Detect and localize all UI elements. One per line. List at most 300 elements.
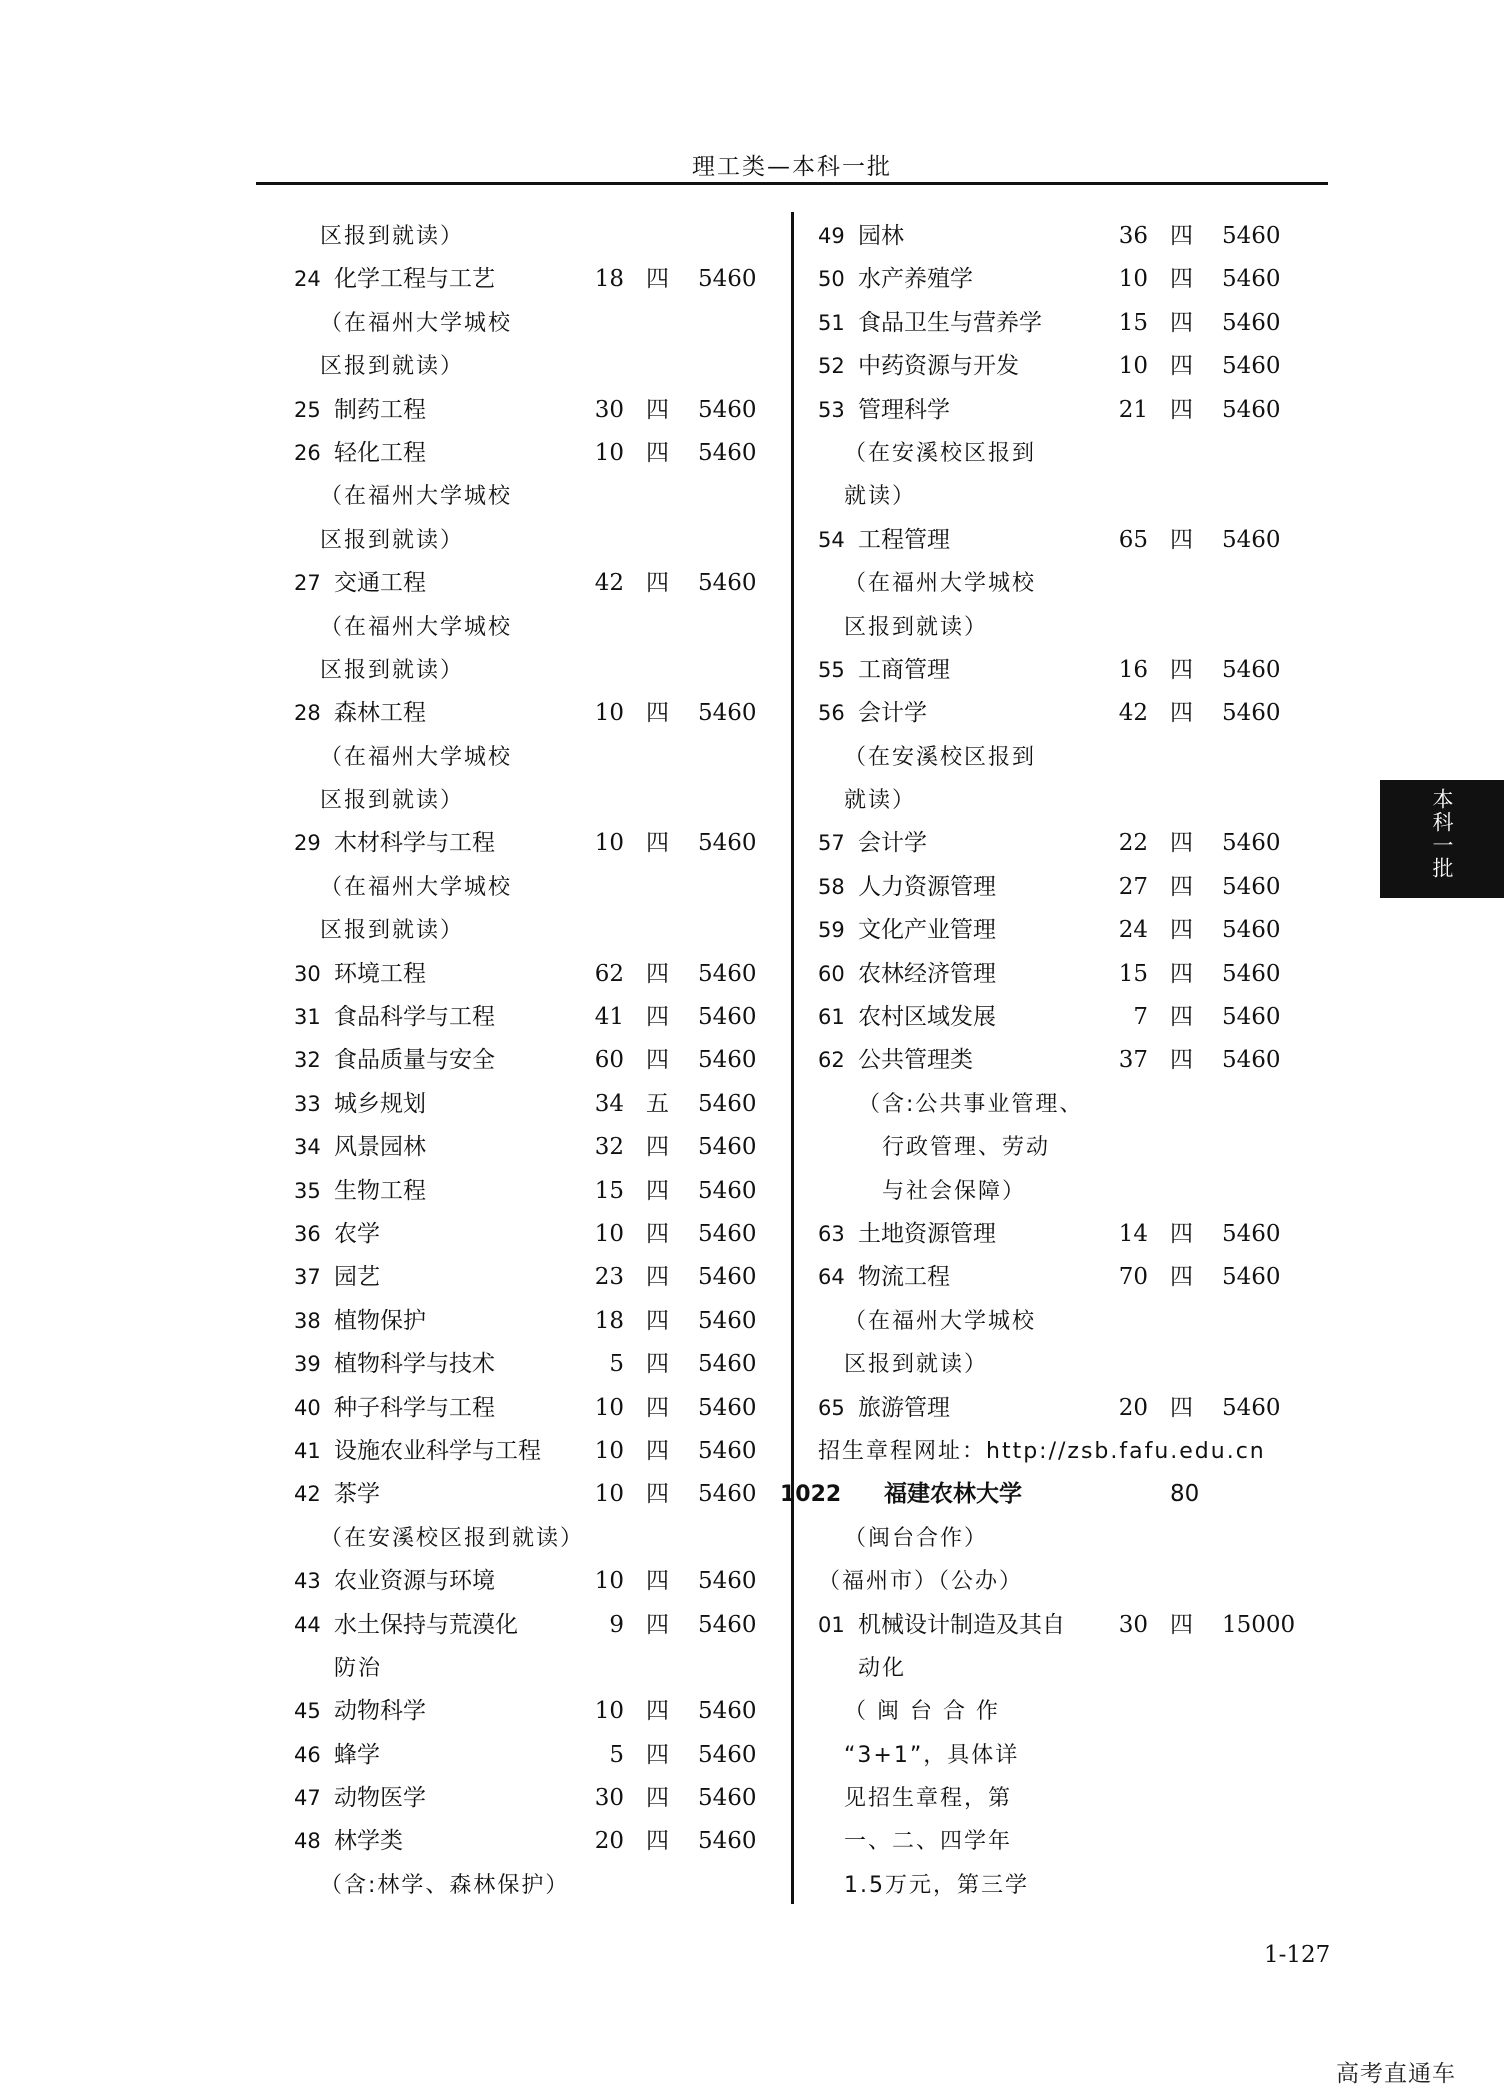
note-row: [818, 1126, 1338, 1169]
tuition-fee: 5460: [698, 700, 757, 727]
study-years: 四: [646, 1264, 669, 1291]
note-text: 区报到就读）: [320, 354, 465, 380]
left-column: [294, 215, 814, 1907]
major-code: 39: [294, 1352, 321, 1377]
note-text: （在福州大学城校: [320, 310, 513, 336]
note-text: 区报到就读）: [320, 224, 465, 249]
major-name: 机械设计制造及其自: [858, 1611, 1065, 1638]
major-code: 59: [818, 918, 845, 943]
major-row: [818, 649, 1338, 692]
major-row: [294, 1690, 814, 1733]
major-code: 40: [294, 1395, 321, 1420]
major-code: 57: [818, 831, 845, 856]
tuition-fee: 5460: [698, 830, 757, 857]
major-name: 食品质量与安全: [334, 1047, 495, 1074]
note-row: [294, 215, 814, 258]
note-text: 就读）: [844, 788, 917, 814]
major-name: 人力资源管理: [858, 873, 996, 900]
note-text: （ 闽 台 合 作: [844, 1699, 1000, 1725]
plan-quota: 42: [594, 570, 624, 597]
plan-quota: 22: [1118, 830, 1148, 857]
plan-quota: 30: [594, 1785, 624, 1812]
major-code: 55: [818, 657, 845, 682]
major-code: 43: [294, 1569, 321, 1594]
major-code: 31: [294, 1005, 321, 1030]
note-row: [294, 519, 814, 562]
note-text: 行政管理、劳动: [882, 1135, 1051, 1161]
plan-quota: 18: [594, 266, 624, 293]
note-row: [818, 779, 1338, 822]
plan-quota: 24: [1118, 917, 1148, 944]
note-text: （在安溪校区报到: [844, 440, 1037, 466]
study-years: 四: [646, 1437, 669, 1464]
major-code: 65: [818, 1395, 845, 1420]
study-years: 四: [1170, 1220, 1193, 1247]
major-row: [294, 1343, 814, 1386]
major-row: [818, 1256, 1338, 1299]
major-name: 森林工程: [334, 700, 426, 727]
note-row: [294, 606, 814, 649]
major-row: [818, 692, 1338, 735]
tuition-fee: 5460: [1222, 266, 1281, 293]
major-row: [818, 389, 1338, 432]
major-name: 旅游管理: [858, 1394, 950, 1421]
major-row: [818, 953, 1338, 996]
major-name: 公共管理类: [858, 1047, 973, 1074]
note-row: [818, 1864, 1338, 1907]
major-row: [294, 1126, 814, 1169]
major-name: 工商管理: [858, 656, 950, 683]
major-row: [294, 258, 814, 301]
page-number: 1-127: [1264, 1942, 1331, 1968]
plan-quota: 36: [1118, 223, 1148, 249]
study-years: 四: [1170, 1264, 1193, 1291]
study-years: 四: [1170, 309, 1193, 336]
tuition-fee: 5460: [698, 1568, 757, 1595]
study-years: 四: [646, 1047, 669, 1074]
major-row: [818, 215, 1338, 258]
plan-quota: 62: [594, 960, 624, 987]
study-years: 四: [1170, 1611, 1193, 1638]
plan-quota: 15: [1118, 960, 1148, 987]
note-text: 与社会保障）: [882, 1178, 1027, 1204]
major-name: 文化产业管理: [858, 917, 996, 944]
university-code: 1022: [780, 1482, 842, 1508]
header-rule: [256, 182, 1328, 185]
note-row: [818, 1777, 1338, 1820]
note-text: （在安溪校区报到就读）: [320, 1525, 585, 1551]
note-row: [294, 909, 814, 952]
tuition-fee: 5460: [698, 570, 757, 597]
plan-quota: 15: [594, 1177, 624, 1204]
major-row: [294, 1430, 814, 1473]
study-years: 四: [646, 1698, 669, 1725]
tuition-fee: 5460: [1222, 873, 1281, 900]
major-row: [294, 1387, 814, 1430]
note-row: [818, 1517, 1338, 1560]
study-years: 四: [646, 1394, 669, 1421]
study-years: 四: [1170, 223, 1193, 249]
university-name: 福建农林大学: [884, 1481, 1022, 1508]
study-years: 四: [646, 396, 669, 423]
major-code: 44: [294, 1612, 321, 1637]
plan-quota: 32: [594, 1134, 624, 1161]
major-code: 32: [294, 1048, 321, 1073]
note-text: 区报到就读）: [320, 527, 465, 553]
major-name: 蜂学: [334, 1741, 380, 1768]
note-row: [294, 649, 814, 692]
major-row: [294, 692, 814, 735]
study-years: 四: [646, 1307, 669, 1334]
major-name: 动物医学: [334, 1785, 426, 1812]
right-column: [780, 215, 1338, 1907]
major-row: [818, 866, 1338, 909]
note-row: [818, 1430, 1338, 1473]
tuition-fee: 5460: [698, 1047, 757, 1074]
tuition-fee: 5460: [1222, 960, 1281, 987]
plan-quota: 10: [1118, 353, 1148, 380]
major-code: 52: [818, 354, 845, 379]
study-years: 四: [646, 1828, 669, 1855]
major-name: 中药资源与开发: [858, 353, 1019, 380]
major-code: 26: [294, 440, 321, 465]
note-row: [818, 1647, 1338, 1690]
tuition-fee: 5460: [698, 1611, 757, 1638]
note-row: [818, 1300, 1338, 1343]
note-row: [294, 1647, 814, 1690]
major-row: [818, 909, 1338, 952]
major-row: [818, 302, 1338, 345]
major-name: 会计学: [858, 700, 927, 727]
note-text: 区报到就读）: [844, 1352, 989, 1378]
running-header-title: 理工类—本科一批: [692, 154, 892, 180]
note-row: [294, 1517, 814, 1560]
tuition-fee: 5460: [698, 1177, 757, 1204]
tuition-fee: 15000: [1222, 1611, 1296, 1638]
major-code: 01: [818, 1612, 845, 1637]
major-name: 园艺: [334, 1264, 380, 1291]
tuition-fee: 5460: [698, 1351, 757, 1378]
plan-quota: 23: [594, 1264, 624, 1291]
major-name: 植物科学与技术: [334, 1351, 495, 1378]
major-code: 62: [818, 1048, 845, 1073]
tuition-fee: 5460: [698, 1134, 757, 1161]
tuition-fee: 5460: [1222, 917, 1281, 944]
plan-quota: 37: [1118, 1047, 1148, 1074]
study-years: 四: [1170, 830, 1193, 857]
tuition-fee: 5460: [698, 1307, 757, 1334]
note-text: 区报到就读）: [844, 614, 989, 640]
tuition-fee: 5460: [698, 439, 757, 466]
major-row: [294, 1039, 814, 1082]
major-code: 58: [818, 874, 845, 899]
note-text: 防治: [334, 1655, 383, 1681]
tuition-fee: 5460: [698, 266, 757, 293]
major-code: 27: [294, 571, 321, 596]
note-text: 区报到就读）: [320, 918, 465, 944]
note-row: [818, 562, 1338, 605]
major-name: 管理科学: [858, 396, 950, 423]
major-code: 54: [818, 527, 845, 552]
note-row: [818, 736, 1338, 779]
study-years: 四: [1170, 396, 1193, 423]
note-row: [818, 475, 1338, 518]
major-row: [294, 1083, 814, 1126]
major-code: 30: [294, 961, 321, 986]
note-row: [818, 1820, 1338, 1863]
note-row: [294, 866, 814, 909]
study-years: 四: [646, 266, 669, 293]
note-text: （在福州大学城校: [320, 484, 513, 510]
study-years: 四: [1170, 353, 1193, 380]
major-code: 48: [294, 1829, 321, 1854]
major-name: 风景园林: [334, 1134, 426, 1161]
note-row: [818, 1170, 1338, 1213]
plan-quota: 42: [1118, 700, 1148, 727]
major-row: [818, 1387, 1338, 1430]
major-row: [294, 1256, 814, 1299]
major-code: 45: [294, 1699, 321, 1724]
study-years: 四: [646, 1220, 669, 1247]
tuition-fee: 5460: [1222, 830, 1281, 857]
plan-quota: 30: [594, 396, 624, 423]
study-years: 四: [1170, 917, 1193, 944]
major-name: 园林: [858, 223, 904, 249]
study-years: 四: [646, 570, 669, 597]
plan-quota: 20: [594, 1828, 624, 1855]
note-row: [818, 432, 1338, 475]
major-row: [294, 1820, 814, 1863]
study-years: 四: [1170, 266, 1193, 293]
major-name: 种子科学与工程: [334, 1394, 495, 1421]
major-row: [818, 996, 1338, 1039]
major-name: 设施农业科学与工程: [334, 1437, 541, 1464]
major-code: 64: [818, 1265, 845, 1290]
major-code: 50: [818, 267, 845, 292]
major-name: 林学类: [334, 1828, 403, 1855]
note-text: （福州市）（公办）: [818, 1569, 1024, 1595]
major-code: 24: [294, 267, 321, 292]
major-code: 47: [294, 1786, 321, 1811]
plan-quota: 20: [1118, 1394, 1148, 1421]
plan-quota: 10: [1118, 266, 1148, 293]
study-years: 四: [646, 1177, 669, 1204]
major-name: 食品卫生与营养学: [858, 309, 1042, 336]
note-text: （闽台合作）: [844, 1525, 989, 1551]
major-name: 物流工程: [858, 1264, 950, 1291]
note-row: [818, 1560, 1338, 1603]
plan-quota: 21: [1118, 396, 1148, 423]
note-row: [294, 475, 814, 518]
tuition-fee: 5460: [698, 1004, 757, 1031]
major-code: 60: [818, 961, 845, 986]
note-row: [294, 736, 814, 779]
major-name: 农林经济管理: [858, 960, 996, 987]
note-text: 就读）: [844, 484, 917, 510]
major-name: 制药工程: [334, 396, 426, 423]
major-row: [294, 1473, 814, 1516]
tuition-fee: 5460: [1222, 309, 1281, 336]
plan-quota: 70: [1118, 1264, 1148, 1291]
tuition-fee: 5460: [1222, 353, 1281, 380]
note-text: 一、二、四学年: [844, 1829, 1013, 1855]
major-row: [294, 996, 814, 1039]
plan-quota: 10: [594, 830, 624, 857]
study-years: 四: [1170, 1394, 1193, 1421]
tuition-fee: 5460: [1222, 526, 1281, 553]
major-name: 工程管理: [858, 526, 950, 553]
major-code: 46: [294, 1742, 321, 1767]
major-code: 63: [818, 1221, 845, 1246]
plan-quota: 60: [594, 1047, 624, 1074]
major-code: 33: [294, 1091, 321, 1116]
note-text: “3+1”，具体详: [844, 1742, 1020, 1768]
plan-quota: 10: [594, 1220, 624, 1247]
major-row: [294, 1734, 814, 1777]
study-years: 四: [1170, 1047, 1193, 1074]
study-years: 四: [646, 1004, 669, 1031]
plan-quota: 10: [594, 1481, 624, 1508]
note-row: [294, 302, 814, 345]
tuition-fee: 5460: [1222, 1394, 1281, 1421]
note-row: [818, 1690, 1338, 1733]
study-years: 四: [646, 1611, 669, 1638]
note-text: （在安溪校区报到: [844, 744, 1037, 770]
major-name: 水土保持与荒漠化: [334, 1611, 518, 1638]
major-row: [818, 519, 1338, 562]
note-text: （在福州大学城校: [320, 744, 513, 770]
tuition-fee: 5460: [1222, 223, 1281, 249]
tuition-fee: 5460: [1222, 1047, 1281, 1074]
tuition-fee: 5460: [698, 1220, 757, 1247]
major-code: 53: [818, 397, 845, 422]
study-years: 四: [646, 1481, 669, 1508]
major-row: [294, 1170, 814, 1213]
major-code: 35: [294, 1178, 321, 1203]
tuition-fee: 5460: [698, 1785, 757, 1812]
study-years: 四: [1170, 700, 1193, 727]
plan-quota: 10: [594, 1394, 624, 1421]
section-side-tab: [1380, 780, 1504, 898]
major-row: [294, 1604, 814, 1647]
major-name: 植物保护: [334, 1307, 426, 1334]
tuition-fee: 5460: [698, 396, 757, 423]
note-text: 招生章程网址：http://zsb.fafu.edu.cn: [818, 1438, 1266, 1464]
tuition-fee: 5460: [1222, 656, 1281, 683]
note-text: 区报到就读）: [320, 657, 465, 683]
tuition-fee: 5460: [698, 960, 757, 987]
note-row: [294, 1864, 814, 1907]
note-text: 区报到就读）: [320, 788, 465, 814]
plan-quota: 7: [1133, 1004, 1148, 1031]
tuition-fee: 5460: [1222, 700, 1281, 727]
major-name: 农村区域发展: [858, 1004, 996, 1031]
major-name: 木材科学与工程: [334, 830, 495, 857]
study-years: 四: [646, 439, 669, 466]
watermark-text: 高考直通车: [1336, 2061, 1456, 2087]
major-name: 化学工程与工艺: [334, 266, 495, 293]
major-row: [294, 1213, 814, 1256]
plan-quota: 10: [594, 1568, 624, 1595]
note-row: [818, 1083, 1338, 1126]
plan-quota: 9: [609, 1611, 624, 1638]
major-row: [294, 562, 814, 605]
tuition-fee: 5460: [698, 1741, 757, 1768]
tuition-fee: 5460: [1222, 1220, 1281, 1247]
major-name: 轻化工程: [334, 439, 426, 466]
study-years: 四: [646, 1785, 669, 1812]
tuition-fee: 5460: [698, 1828, 757, 1855]
major-row: [294, 1777, 814, 1820]
note-text: （在福州大学城校: [844, 1308, 1037, 1334]
major-name: 水产养殖学: [858, 266, 973, 293]
plan-quota: 15: [1118, 309, 1148, 336]
study-years: 四: [1170, 526, 1193, 553]
plan-quota: 27: [1118, 873, 1148, 900]
plan-quota: 14: [1118, 1220, 1148, 1247]
major-row: [818, 1213, 1338, 1256]
plan-quota: 5: [609, 1351, 624, 1378]
major-code: 49: [818, 224, 845, 248]
study-years: 四: [1170, 960, 1193, 987]
major-name: 农业资源与环境: [334, 1568, 495, 1595]
major-code: 28: [294, 701, 321, 726]
study-years: 四: [1170, 873, 1193, 900]
plan-quota: 10: [594, 700, 624, 727]
study-years: 四: [646, 960, 669, 987]
major-name: 环境工程: [334, 960, 426, 987]
major-row: [818, 258, 1338, 301]
major-code: 61: [818, 1005, 845, 1030]
tuition-fee: 5460: [698, 1698, 757, 1725]
side-tab-label: 本科一批: [1430, 788, 1454, 880]
study-years: 四: [1170, 656, 1193, 683]
note-row: [294, 779, 814, 822]
note-text: （在福州大学城校: [320, 614, 513, 640]
major-row: [294, 1560, 814, 1603]
plan-quota: 34: [594, 1090, 624, 1117]
plan-quota: 16: [1118, 656, 1148, 683]
major-code: 42: [294, 1482, 321, 1507]
plan-quota: 5: [609, 1741, 624, 1768]
major-name: 交通工程: [334, 570, 426, 597]
study-years: 四: [1170, 1004, 1193, 1031]
tuition-fee: 5460: [1222, 1004, 1281, 1031]
study-years: 四: [646, 1134, 669, 1161]
major-code: 29: [294, 831, 321, 856]
plan-quota: 65: [1118, 526, 1148, 553]
university-row: [780, 1473, 1338, 1516]
major-name: 茶学: [334, 1481, 380, 1508]
major-code: 34: [294, 1135, 321, 1160]
tuition-fee: 5460: [698, 1437, 757, 1464]
note-row: [818, 1734, 1338, 1777]
note-row: [818, 606, 1338, 649]
major-row: [294, 389, 814, 432]
major-code: 36: [294, 1221, 321, 1246]
tuition-fee: 5460: [698, 1481, 757, 1508]
note-text: 见招生章程，第: [844, 1786, 1013, 1812]
note-row: [818, 1343, 1338, 1386]
tuition-fee: 5460: [1222, 1264, 1281, 1291]
study-years: 四: [646, 830, 669, 857]
major-code: 25: [294, 397, 321, 422]
plan-quota: 18: [594, 1307, 624, 1334]
note-text: （含:公共事业管理、: [858, 1091, 1084, 1117]
tuition-fee: 5460: [1222, 396, 1281, 423]
tuition-fee: 5460: [698, 1394, 757, 1421]
major-row: [294, 953, 814, 996]
